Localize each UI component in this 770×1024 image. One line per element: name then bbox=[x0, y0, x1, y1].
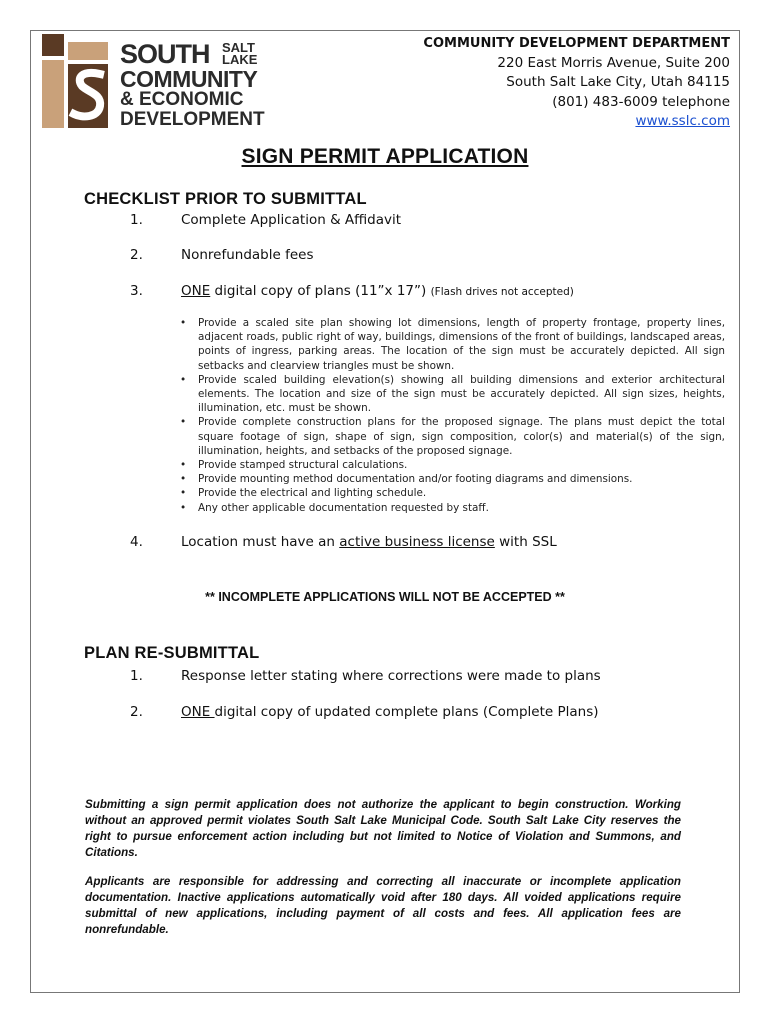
page-title: SIGN PERMIT APPLICATION bbox=[241, 145, 529, 168]
logo-economic: & ECONOMIC bbox=[120, 89, 244, 110]
address-line-2: South Salt Lake City, Utah 84115 bbox=[506, 74, 730, 90]
list-item: • Provide mounting method documentation and/or footing diagrams and dimensions. bbox=[180, 472, 725, 486]
department-name: COMMUNITY DEVELOPMENT DEPARTMENT bbox=[423, 36, 730, 51]
list-item: • Provide stamped structural calculations. bbox=[180, 458, 725, 472]
logo-lake: LAKE bbox=[222, 52, 258, 67]
item-number: 3. bbox=[130, 283, 143, 299]
phone-number: (801) 483-6009 telephone bbox=[552, 93, 730, 110]
incomplete-notice: ** INCOMPLETE APPLICATIONS WILL NOT BE ACCEPTED ** bbox=[205, 590, 565, 604]
item-text bbox=[181, 704, 599, 720]
logo-mark-icon bbox=[42, 34, 122, 130]
list-item: • Provide a scaled site plan showing lot dimensions, length of property frontage, property lines, adjacent roads, public right of way, buildings, dimensions of the front of buildings, landscaped areas, points of ingress, parking areas. The location of the sign must be accurately depicted. All sign setbacks and clearview triangles must be shown. bbox=[180, 316, 725, 373]
list-item: • Provide the electrical and lighting schedule. bbox=[180, 486, 725, 500]
item-underlined: active business license bbox=[339, 534, 495, 550]
item-underlined: ONE bbox=[181, 283, 211, 299]
website-link[interactable]: www.sslc.com bbox=[635, 113, 730, 129]
item-body: digital copy of plans (11”x 17”) bbox=[210, 283, 431, 299]
item-body: digital copy of updated complete plans (Complete Plans) bbox=[214, 704, 599, 720]
item-number: 1. bbox=[130, 668, 143, 684]
resubmittal-heading: PLAN RE-SUBMITTAL bbox=[84, 644, 260, 662]
logo-south: SOUTH bbox=[120, 39, 210, 69]
list-item: • Provide scaled building elevation(s) showing all building dimensions and exterior architectural elements. The location and size of the sign must be accurately depicted. All sign sizes, heights, illumination, etc. must be shown. bbox=[180, 373, 725, 416]
item-number: 1. bbox=[130, 212, 143, 228]
item-note: (Flash drives not accepted) bbox=[430, 286, 574, 298]
item-number: 2. bbox=[130, 247, 143, 263]
logo-development: DEVELOPMENT bbox=[120, 109, 265, 130]
sslc-logo bbox=[42, 34, 265, 130]
item-text bbox=[181, 534, 557, 550]
item-number: 4. bbox=[130, 534, 143, 550]
logo-salt: SALT bbox=[222, 40, 255, 55]
list-item: • Provide complete construction plans for the proposed signage. The plans must depict the total square footage of sign, shape of sign, sign composition, color(s) and material(s) of the sign, illumination, heights, and setbacks of the proposed signage. bbox=[180, 415, 725, 458]
item-underlined: ONE bbox=[181, 704, 215, 720]
plan-requirements-list bbox=[180, 316, 725, 515]
item-text: Nonrefundable fees bbox=[181, 247, 314, 263]
item-text bbox=[181, 283, 574, 299]
item-number: 2. bbox=[130, 704, 143, 720]
address-line-1: 220 East Morris Avenue, Suite 200 bbox=[497, 54, 730, 71]
checklist-heading: CHECKLIST PRIOR TO SUBMITTAL bbox=[84, 190, 367, 208]
item-text: Response letter stating where corrections were made to plans bbox=[181, 668, 601, 684]
logo-community: COMMUNITY bbox=[120, 66, 258, 92]
item-body-end: with SSL bbox=[494, 534, 557, 550]
disclaimer-paragraph-1: Submitting a sign permit application does not authorize the applicant to begin construction. Working without an approved permit violates South Salt Lake Municipal Code. South Salt Lake City reserves the right to pursue enforcement action including but not limited to Notice of Violation and Summons, and Citations. bbox=[85, 798, 681, 859]
list-item: • Any other applicable documentation requested by staff. bbox=[180, 501, 725, 515]
department-address bbox=[423, 34, 730, 132]
disclaimer-paragraph-2: Applicants are responsible for addressing and correcting all inaccurate or incomplete application documentation. Inactive applications automatically void after 180 days. All voided applications require submittal of new applications, including payment of all costs and fees. All application fees are nonrefundable. bbox=[85, 875, 681, 936]
item-text: Complete Application & Affidavit bbox=[181, 212, 402, 228]
item-body: Location must have an bbox=[181, 534, 340, 550]
